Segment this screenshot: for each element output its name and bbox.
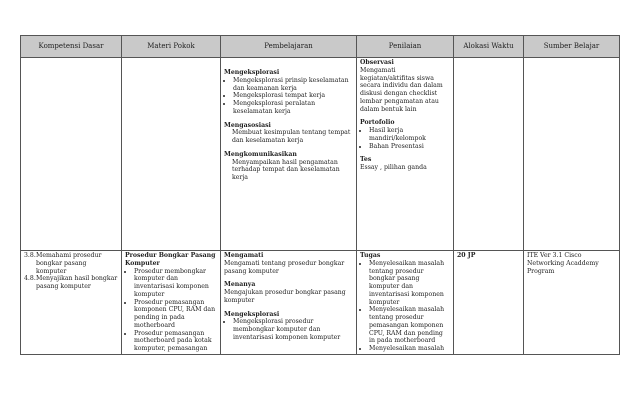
header-materi: Materi Pokok [122,36,221,58]
cell-alokasi: 20 JP [454,251,524,355]
portofolio-list [360,127,450,150]
cell-kd-empty [21,58,122,251]
menanya-text: Mengajukan prosedur bongkar pasang komputer [224,289,346,304]
header-row [21,36,620,58]
cell-pembelajaran [221,58,357,251]
list-item: • Mengeksplorasi prinsip keselamatan dan keamanan kerja [233,77,353,93]
cell-alokasi-empty [454,58,524,251]
tes-text: Essay , pilihan ganda [360,164,427,171]
header-sumber: Sumber Belajar [524,36,620,58]
kd-number: 3.8. [24,252,36,259]
kd-item [24,275,118,291]
cell-penilaian [357,251,454,355]
observasi-text: Mengamati kegiatan/aktifitas siswa secara individu dan dalam diskusi dengan checklist lembar pengamatan atau dalam bentuk lain [360,66,443,113]
menanya-title: Menanya [224,281,256,289]
eksplorasi-title: Mengeksplorasi [224,310,280,318]
kd-number: 4.8. [24,275,36,283]
list-item: • Prosedur membongkar komputer dan inventarisasi komponen komputer [134,268,217,299]
portofolio-title: Portofolio [360,119,395,127]
asosiasi-text: Membuat kesimpulan tentang tempat dan keselamatan kerja [232,129,351,144]
eksplorasi-list [224,318,353,341]
tugas-title: Tugas [360,252,381,259]
list-item: • Menyelesaikan masalah tentang prosedur bongkar pasang komputer dan inventarisasi komponen komputer [369,260,450,307]
cell-materi-empty [122,58,221,251]
mengamati-title: Mengamati [224,252,264,259]
list-item: • Menyelesaikan masalah tentang prosedur pemasangan komponen CPU, RAM dan pending in pada motherboard [369,306,450,345]
header-alokasi: Alokasi Waktu [454,36,524,58]
header-pembelajaran: Pembelajaran [221,36,357,58]
list-item: • Mengeksplorasi tempat kerja [233,92,353,100]
materi-title: Prosedur Bongkar Pasang Komputer [125,252,216,267]
table-row [21,58,620,251]
komunikasi-text: Menyampaikan hasil pengamatan terhadap tempat dan keselamatan kerja [232,158,340,181]
kd-text: Menyajikan hasil bongkar pasang komputer [36,275,118,290]
header-penilaian: Penilaian [357,36,454,58]
cell-pembelajaran [221,251,357,355]
eksplorasi-title: Mengeksplorasi [224,69,280,76]
asosiasi-title: Mengasosiasi [224,121,271,129]
materi-list [125,268,217,353]
table-row [21,251,620,355]
header-kompetensi: Kompetensi Dasar [21,36,122,58]
list-item: • Mengeksplorasi peralatan keselamatan kerja [233,100,353,116]
list-item: • Bahan Presentasi [369,143,450,151]
observasi-title: Observasi [360,59,394,66]
list-item: • Prosedur pemasangan motherboard pada kotak komputer, pemasangan [134,330,217,353]
cell-sumber: ITE Ver 3.1 Cisco Networking Acaddemy Program [524,251,620,355]
tugas-list [360,260,450,353]
eksplorasi-list [224,77,353,116]
cell-kd [21,251,122,355]
cell-materi [122,251,221,355]
kd-item [24,252,118,275]
list-item: • Prosedur pemasangan komponen CPU, RAM dan pending in pada motherboard [134,299,217,330]
cell-penilaian [357,58,454,251]
list-item: • Mengeksplorasi prosedur membongkar komputer dan inventarisasi komponen komputer [233,318,353,341]
lesson-plan-table [20,35,620,355]
mengamati-text: Mengamati tentang prosedur bongkar pasang komputer [224,259,345,275]
cell-sumber-empty [524,58,620,251]
kd-text: Memahami prosedur bongkar pasang komputer [36,252,102,275]
komunikasi-title: Mengkomunikasikan [224,150,297,158]
tes-title: Tes [360,156,372,164]
list-item: • Hasil kerja mandiri/kelompok [369,127,450,143]
list-item: • Menyelesaikan masalah [369,345,450,353]
